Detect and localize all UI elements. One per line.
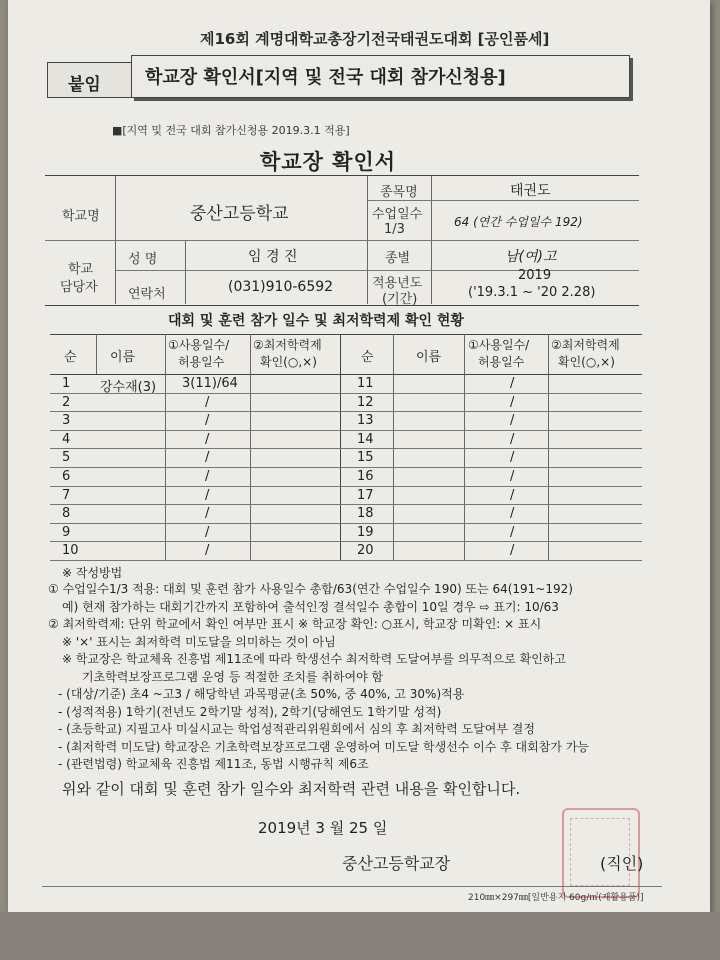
row-number: 13: [357, 413, 374, 429]
paper-spec-footer: 210㎜×297㎜[일반용지 60g/㎡(재활용품)]: [468, 893, 644, 903]
grid-row-line: [50, 523, 642, 524]
event-value: 태권도: [510, 183, 551, 199]
row-number: 18: [357, 506, 374, 522]
method-line: - (대상/기준) 초4 ~고3 / 해당학년 과목평균(초 50%, 중 40%, 고 30%)적용: [58, 687, 465, 701]
event-label: 종목명: [380, 185, 418, 200]
col-header-name: 이름: [110, 350, 136, 365]
row-number: 4: [62, 431, 71, 447]
method-line: - (최저학력 미도달) 학교장은 기초학력보장프로그램 운영하여 미도달 학생선수 이수 후 대회참가 가능: [58, 739, 589, 754]
days-label-fraction: 1/3: [384, 222, 405, 237]
attachment-tag: 붙임: [68, 75, 101, 95]
year-value: 2019: [518, 268, 552, 283]
info-row-line: [367, 200, 639, 201]
gender-label: 종별: [385, 251, 411, 266]
col-header-days-right: ①사용일수/: [468, 338, 530, 352]
period-value: ('19.3.1 ~ '20 2.28): [468, 285, 596, 300]
teacher-name: 임 경 진: [248, 249, 298, 265]
row-number: 12: [357, 394, 374, 410]
col-header-name-right: 이름: [416, 350, 442, 365]
days-used: 3(11)/64: [182, 376, 238, 391]
days-used: /: [205, 487, 210, 503]
confirmation-date: 2019년 3 월 25 일: [258, 819, 388, 837]
grid-row-line: [50, 430, 642, 431]
col-header-no: 순: [64, 350, 77, 365]
days-used: /: [205, 431, 210, 447]
school-label: 학교명: [62, 209, 100, 224]
name-label: 성 명: [128, 252, 158, 267]
col-header-check-2: 확인(○,×): [260, 355, 317, 369]
row-number: 15: [357, 450, 374, 466]
row-number: 20: [357, 543, 374, 559]
event-title: 제16회 계명대학교총장기전국태권도대회 [공인품세]: [200, 30, 550, 48]
row-number: 9: [62, 524, 71, 540]
grid-col-line: [548, 334, 549, 560]
row-number: 5: [62, 450, 71, 466]
days-used: /: [510, 394, 515, 410]
col-header-no-right: 순: [361, 350, 374, 365]
days-used: /: [510, 450, 515, 466]
grid-row-line: [50, 411, 642, 412]
days-used: /: [510, 524, 515, 540]
gender-value: 남(여)고: [505, 249, 557, 265]
confirmation-text: 위와 같이 대회 및 훈련 참가 일수와 최저학력 관련 내용을 확인합니다.: [62, 780, 521, 798]
teacher-label: 학교: [68, 262, 94, 277]
application-note: ■[지역 및 전국 대회 참가신청용 2019.3.1 적용]: [112, 124, 350, 137]
grid-row-line: [50, 448, 642, 449]
contact-value: (031)910-6592: [228, 279, 334, 295]
days-used: /: [205, 413, 210, 429]
method-title: ※ 작성방법: [62, 566, 123, 580]
method-line: ② 최저학력제: 단위 학교에서 확인 여부만 표시 ※ 학교장 확인: ○표시, 학교장 미확인: × 표시: [48, 617, 542, 631]
grid-col-line: [96, 334, 97, 374]
row-number: 17: [357, 487, 374, 503]
col-header-check-right: ②최저학력제: [551, 338, 620, 352]
row-number: 6: [62, 469, 71, 484]
contact-label: 연락처: [128, 287, 166, 302]
days-used: /: [205, 450, 210, 466]
seal-label: (직인): [600, 854, 644, 873]
days-used: /: [205, 543, 210, 559]
method-line: 기초학력보장프로그램 운영 등 적절한 조치를 취하여야 함: [82, 669, 384, 684]
row-number: 10: [62, 543, 79, 559]
grid-row-line: [50, 486, 642, 487]
days-value: 64 (연간 수업일수 192): [454, 215, 583, 229]
athlete-name: 강수재(3): [100, 380, 157, 395]
col-header-days: ①사용일수/: [168, 338, 230, 352]
row-number: 7: [62, 487, 71, 503]
method-line: ※ 학교장은 학교체육 진흥법 제11조에 따라 학생선수 최저학력 도달여부를 의무적으로 확인하고: [62, 652, 566, 666]
days-label: 수업일수: [372, 207, 423, 222]
days-used: /: [510, 376, 515, 391]
form-title: 학교장 확인서[지역 및 전국 대회 참가신청용]: [145, 67, 506, 88]
grid-col-line: [340, 334, 341, 560]
year-label: 적용년도: [372, 276, 423, 291]
method-line: 예) 현재 참가하는 대회기간까지 포함하여 출석인정 결석일수 총합이 10일 경우 ⇨ 표기: 10/63: [62, 599, 559, 614]
row-number: 19: [357, 524, 374, 540]
grid-col-line: [464, 334, 465, 560]
participation-grid: [50, 334, 642, 560]
row-number: 14: [357, 431, 374, 447]
days-used: /: [510, 506, 515, 522]
method-line: ① 수업일수1/3 적용: 대회 및 훈련 참가 사용일수 총합/63(연간 수업일수 190) 또는 64(191~192): [48, 582, 573, 596]
school-name: 중산고등학교: [190, 204, 289, 224]
days-used: /: [510, 413, 515, 429]
grid-header-line: [50, 374, 642, 375]
info-divider: [185, 240, 186, 304]
row-number: 3: [62, 413, 71, 429]
year-label-2: (기간): [382, 292, 418, 307]
row-number: 16: [357, 469, 374, 484]
col-header-check-right-2: 확인(○,×): [558, 355, 615, 369]
days-used: /: [205, 524, 210, 540]
section-title: 대회 및 훈련 참가 일수 및 최저학력제 확인 현황: [168, 313, 464, 329]
grid-top-line: [50, 334, 642, 335]
signer-name: 중산고등학교장: [342, 854, 451, 873]
days-used: /: [510, 543, 515, 559]
background-floor: [0, 912, 720, 960]
row-number: 8: [62, 506, 71, 522]
method-line: - (초등학교) 지필고사 미실시교는 학업성적관리위원회에서 심의 후 최저학력 도달여부 결정: [58, 722, 535, 736]
info-row-line: [115, 270, 639, 271]
info-row-line: [45, 240, 639, 241]
row-number: 2: [62, 394, 71, 410]
grid-col-line: [165, 334, 166, 560]
days-used: /: [510, 487, 515, 503]
grid-row-line: [50, 504, 642, 505]
grid-row-line: [50, 560, 642, 561]
document-title: 학교장 확인서: [260, 150, 397, 174]
row-number: 1: [62, 376, 71, 391]
grid-row-line: [50, 541, 642, 542]
col-header-check: ②최저학력제: [253, 338, 322, 352]
days-used: /: [205, 469, 210, 484]
method-line: - (관련법령) 학교체육 진흥법 제11조, 동법 시행규칙 제6조: [58, 757, 369, 771]
grid-col-line: [393, 334, 394, 560]
method-line: - (성적적용) 1학기(전년도 2학기말 성적), 2학기(당해연도 1학기말 성적): [58, 704, 442, 719]
grid-col-line: [250, 334, 251, 560]
days-used: /: [510, 431, 515, 447]
col-header-days-right-2: 허용일수: [478, 355, 525, 369]
row-number: 11: [357, 376, 374, 391]
col-header-days-2: 허용일수: [178, 355, 225, 369]
days-used: /: [205, 394, 210, 410]
grid-row-line: [50, 467, 642, 468]
days-used: /: [205, 506, 210, 522]
method-line: ※ '×' 표시는 최저학력 미도달을 의미하는 것이 아님: [62, 634, 336, 649]
days-used: /: [510, 469, 515, 484]
footer-rule: [42, 886, 662, 887]
teacher-label-2: 담당자: [60, 280, 98, 295]
